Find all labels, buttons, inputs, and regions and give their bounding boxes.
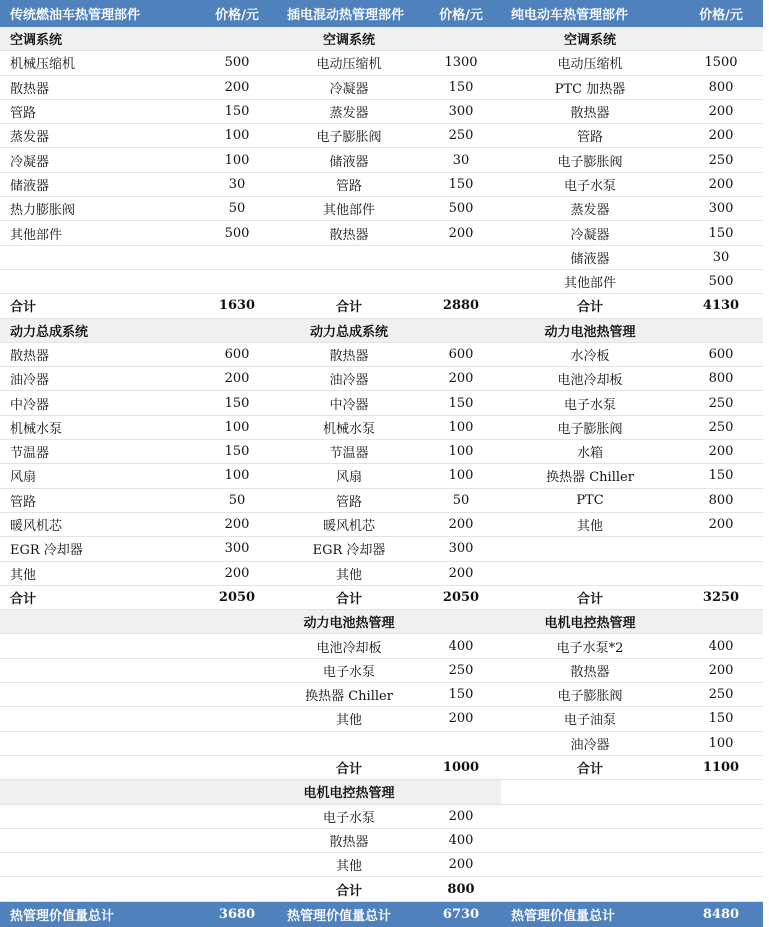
part-cell bbox=[501, 853, 679, 877]
table-row bbox=[0, 415, 763, 439]
part-cell bbox=[0, 658, 197, 682]
part-cell: 散热器 bbox=[277, 828, 421, 852]
subtotal-label: 合计 bbox=[501, 294, 679, 318]
price-cell: 400 bbox=[421, 634, 501, 658]
table-row bbox=[0, 148, 763, 172]
subtotal-value: 1100 bbox=[679, 755, 763, 779]
part-cell: 风扇 bbox=[0, 464, 197, 488]
subtotal-label: 合计 bbox=[0, 585, 197, 609]
part-cell: 机械压缩机 bbox=[0, 51, 197, 75]
part-cell: EGR 冷却器 bbox=[0, 537, 197, 561]
header-price: 价格/元 bbox=[679, 0, 763, 27]
section-filler bbox=[197, 318, 277, 342]
subtotal-label bbox=[0, 877, 197, 901]
table-row bbox=[0, 124, 763, 148]
price-cell: 400 bbox=[421, 828, 501, 852]
part-cell: 换热器 Chiller bbox=[277, 683, 421, 707]
price-cell: 800 bbox=[679, 488, 763, 512]
price-cell bbox=[197, 828, 277, 852]
table-row bbox=[0, 561, 763, 585]
part-cell: 管路 bbox=[501, 124, 679, 148]
table-row bbox=[0, 853, 763, 877]
price-cell: 200 bbox=[679, 440, 763, 464]
section-filler bbox=[679, 780, 763, 804]
price-cell: 200 bbox=[679, 172, 763, 196]
part-cell: 储液器 bbox=[0, 172, 197, 196]
section-filler bbox=[679, 610, 763, 634]
table-row bbox=[0, 75, 763, 99]
part-cell: 热力膨胀阀 bbox=[0, 197, 197, 221]
part-cell bbox=[501, 561, 679, 585]
part-cell: 换热器 Chiller bbox=[501, 464, 679, 488]
part-cell bbox=[501, 537, 679, 561]
part-cell: 管路 bbox=[277, 172, 421, 196]
part-cell: 暖风机芯 bbox=[277, 512, 421, 536]
grand-total-value: 8480 bbox=[679, 901, 763, 927]
subtotal-label: 合计 bbox=[277, 877, 421, 901]
part-cell bbox=[501, 828, 679, 852]
price-cell: 200 bbox=[421, 512, 501, 536]
header-category: 插电混动热管理部件 bbox=[277, 0, 421, 27]
price-cell: 30 bbox=[679, 245, 763, 269]
section-filler bbox=[197, 27, 277, 51]
part-cell: 其他部件 bbox=[501, 269, 679, 293]
part-cell: 储液器 bbox=[277, 148, 421, 172]
price-cell: 150 bbox=[421, 683, 501, 707]
price-cell: 600 bbox=[197, 342, 277, 366]
section-filler bbox=[421, 27, 501, 51]
part-cell: 电子水泵 bbox=[277, 658, 421, 682]
price-cell: 600 bbox=[679, 342, 763, 366]
price-cell: 100 bbox=[679, 731, 763, 755]
price-cell bbox=[679, 828, 763, 852]
part-cell: 散热器 bbox=[277, 342, 421, 366]
subtotal-label: 合计 bbox=[277, 585, 421, 609]
section-filler bbox=[679, 27, 763, 51]
table-row bbox=[0, 245, 763, 269]
section-row bbox=[0, 610, 763, 634]
price-cell bbox=[679, 853, 763, 877]
section-filler bbox=[421, 318, 501, 342]
price-cell: 150 bbox=[197, 99, 277, 123]
price-cell: 200 bbox=[421, 221, 501, 245]
part-cell: 散热器 bbox=[0, 75, 197, 99]
table-row bbox=[0, 683, 763, 707]
part-cell: 其他部件 bbox=[0, 221, 197, 245]
table-row bbox=[0, 634, 763, 658]
grand-total-label: 热管理价值量总计 bbox=[501, 901, 679, 927]
part-cell bbox=[0, 804, 197, 828]
subtotal-label bbox=[0, 755, 197, 779]
price-cell: 50 bbox=[197, 488, 277, 512]
part-cell: 电动压缩机 bbox=[277, 51, 421, 75]
section-title: 动力电池热管理 bbox=[501, 318, 679, 342]
part-cell bbox=[277, 269, 421, 293]
price-cell: 150 bbox=[421, 391, 501, 415]
section-filler bbox=[679, 318, 763, 342]
subtotal-value: 1630 bbox=[197, 294, 277, 318]
part-cell: 储液器 bbox=[501, 245, 679, 269]
part-cell: 暖风机芯 bbox=[0, 512, 197, 536]
table-row bbox=[0, 464, 763, 488]
subtotal-value: 4130 bbox=[679, 294, 763, 318]
price-cell bbox=[197, 707, 277, 731]
part-cell: 机械水泵 bbox=[277, 415, 421, 439]
price-cell: 200 bbox=[679, 124, 763, 148]
price-cell: 200 bbox=[421, 367, 501, 391]
table-row bbox=[0, 99, 763, 123]
section-filler bbox=[421, 780, 501, 804]
grand-total-label: 热管理价值量总计 bbox=[0, 901, 197, 927]
price-cell: 300 bbox=[679, 197, 763, 221]
grand-total-value: 3680 bbox=[197, 901, 277, 927]
section-row bbox=[0, 318, 763, 342]
grand-total-row bbox=[0, 901, 763, 927]
price-cell: 50 bbox=[421, 488, 501, 512]
price-cell: 200 bbox=[679, 99, 763, 123]
table-row bbox=[0, 537, 763, 561]
part-cell: 风扇 bbox=[277, 464, 421, 488]
part-cell: 其他 bbox=[501, 512, 679, 536]
table-row bbox=[0, 658, 763, 682]
part-cell: 电子膨胀阀 bbox=[501, 415, 679, 439]
part-cell bbox=[277, 245, 421, 269]
part-cell: 冷凝器 bbox=[0, 148, 197, 172]
part-cell: 节温器 bbox=[277, 440, 421, 464]
part-cell bbox=[0, 269, 197, 293]
grand-total-label: 热管理价值量总计 bbox=[277, 901, 421, 927]
price-cell: 500 bbox=[679, 269, 763, 293]
part-cell bbox=[0, 683, 197, 707]
table-row bbox=[0, 488, 763, 512]
part-cell: 蒸发器 bbox=[0, 124, 197, 148]
price-cell: 100 bbox=[197, 148, 277, 172]
section-title: 空调系统 bbox=[0, 27, 197, 51]
part-cell: 其他 bbox=[277, 561, 421, 585]
subtotal-value: 2880 bbox=[421, 294, 501, 318]
price-cell: 1500 bbox=[679, 51, 763, 75]
part-cell: 散热器 bbox=[501, 658, 679, 682]
part-cell bbox=[0, 707, 197, 731]
price-cell: 150 bbox=[421, 75, 501, 99]
price-cell bbox=[197, 683, 277, 707]
price-cell: 200 bbox=[421, 853, 501, 877]
price-cell bbox=[679, 537, 763, 561]
price-cell: 200 bbox=[421, 804, 501, 828]
price-cell: 150 bbox=[197, 440, 277, 464]
price-cell: 200 bbox=[197, 367, 277, 391]
part-cell: 电子水泵*2 bbox=[501, 634, 679, 658]
price-cell: 250 bbox=[679, 415, 763, 439]
table-row bbox=[0, 342, 763, 366]
subtotal-value bbox=[197, 877, 277, 901]
table-row bbox=[0, 707, 763, 731]
price-cell: 150 bbox=[679, 707, 763, 731]
part-cell: 油冷器 bbox=[277, 367, 421, 391]
price-cell: 250 bbox=[421, 658, 501, 682]
part-cell: 蒸发器 bbox=[277, 99, 421, 123]
part-cell: 机械水泵 bbox=[0, 415, 197, 439]
part-cell: 电池冷却板 bbox=[501, 367, 679, 391]
table-row bbox=[0, 512, 763, 536]
price-cell bbox=[197, 731, 277, 755]
subtotal-label: 合计 bbox=[501, 585, 679, 609]
subtotal-value bbox=[197, 755, 277, 779]
part-cell: 冷凝器 bbox=[501, 221, 679, 245]
price-cell: 150 bbox=[679, 464, 763, 488]
price-cell: 200 bbox=[421, 707, 501, 731]
price-cell: 250 bbox=[679, 391, 763, 415]
part-cell: 其他 bbox=[277, 853, 421, 877]
price-cell: 600 bbox=[421, 342, 501, 366]
subtotal-label: 合计 bbox=[277, 294, 421, 318]
price-cell bbox=[421, 731, 501, 755]
price-cell: 500 bbox=[421, 197, 501, 221]
part-cell: 其他部件 bbox=[277, 197, 421, 221]
subtotal-label: 合计 bbox=[277, 755, 421, 779]
part-cell: 冷凝器 bbox=[277, 75, 421, 99]
price-cell: 100 bbox=[197, 124, 277, 148]
part-cell: 电池冷却板 bbox=[277, 634, 421, 658]
part-cell: 管路 bbox=[277, 488, 421, 512]
section-title: 动力电池热管理 bbox=[277, 610, 421, 634]
part-cell: 水箱 bbox=[501, 440, 679, 464]
price-cell: 500 bbox=[197, 51, 277, 75]
price-cell: 100 bbox=[421, 440, 501, 464]
price-cell bbox=[679, 804, 763, 828]
section-filler bbox=[197, 780, 277, 804]
price-cell bbox=[679, 561, 763, 585]
section-title: 电机电控热管理 bbox=[277, 780, 421, 804]
price-cell: 300 bbox=[421, 99, 501, 123]
part-cell: 管路 bbox=[0, 99, 197, 123]
price-cell: 150 bbox=[679, 221, 763, 245]
price-cell: 200 bbox=[197, 75, 277, 99]
price-cell: 250 bbox=[421, 124, 501, 148]
subtotal-value: 2050 bbox=[197, 585, 277, 609]
table-row bbox=[0, 197, 763, 221]
section-title bbox=[0, 610, 197, 634]
price-cell: 150 bbox=[421, 172, 501, 196]
subtotal-row bbox=[0, 294, 763, 318]
price-cell: 200 bbox=[679, 658, 763, 682]
price-cell: 300 bbox=[197, 537, 277, 561]
part-cell bbox=[0, 245, 197, 269]
part-cell: 蒸发器 bbox=[501, 197, 679, 221]
part-cell bbox=[0, 634, 197, 658]
price-cell: 100 bbox=[197, 415, 277, 439]
part-cell: 电子水泵 bbox=[277, 804, 421, 828]
price-cell: 150 bbox=[197, 391, 277, 415]
section-title: 电机电控热管理 bbox=[501, 610, 679, 634]
price-cell bbox=[197, 245, 277, 269]
price-cell: 30 bbox=[197, 172, 277, 196]
part-cell bbox=[501, 804, 679, 828]
price-cell: 500 bbox=[197, 221, 277, 245]
price-cell: 30 bbox=[421, 148, 501, 172]
price-cell bbox=[197, 853, 277, 877]
part-cell bbox=[277, 731, 421, 755]
part-cell: EGR 冷却器 bbox=[277, 537, 421, 561]
subtotal-value: 2050 bbox=[421, 585, 501, 609]
price-cell: 800 bbox=[679, 75, 763, 99]
section-row bbox=[0, 27, 763, 51]
price-cell: 250 bbox=[679, 148, 763, 172]
subtotal-value: 800 bbox=[421, 877, 501, 901]
table-row bbox=[0, 828, 763, 852]
section-title bbox=[501, 780, 679, 804]
part-cell: 油冷器 bbox=[501, 731, 679, 755]
section-filler bbox=[197, 610, 277, 634]
section-title: 空调系统 bbox=[277, 27, 421, 51]
part-cell bbox=[0, 731, 197, 755]
part-cell: 电子油泵 bbox=[501, 707, 679, 731]
part-cell: 中冷器 bbox=[0, 391, 197, 415]
part-cell: 电子膨胀阀 bbox=[501, 148, 679, 172]
part-cell: 其他 bbox=[0, 561, 197, 585]
price-cell: 800 bbox=[679, 367, 763, 391]
part-cell: 散热器 bbox=[501, 99, 679, 123]
section-title: 动力总成系统 bbox=[0, 318, 197, 342]
part-cell bbox=[0, 828, 197, 852]
table-row bbox=[0, 731, 763, 755]
part-cell: 其他 bbox=[277, 707, 421, 731]
price-cell: 100 bbox=[421, 464, 501, 488]
part-cell: 电子水泵 bbox=[501, 172, 679, 196]
subtotal-label: 合计 bbox=[501, 755, 679, 779]
price-cell: 300 bbox=[421, 537, 501, 561]
part-cell: 电子膨胀阀 bbox=[501, 683, 679, 707]
header-price: 价格/元 bbox=[197, 0, 277, 27]
price-cell bbox=[197, 269, 277, 293]
price-cell: 1300 bbox=[421, 51, 501, 75]
subtotal-row bbox=[0, 585, 763, 609]
part-cell: PTC 加热器 bbox=[501, 75, 679, 99]
price-cell: 200 bbox=[197, 561, 277, 585]
part-cell: 电子膨胀阀 bbox=[277, 124, 421, 148]
subtotal-value bbox=[679, 877, 763, 901]
part-cell: 电子水泵 bbox=[501, 391, 679, 415]
section-title: 动力总成系统 bbox=[277, 318, 421, 342]
part-cell: 油冷器 bbox=[0, 367, 197, 391]
table-row bbox=[0, 804, 763, 828]
part-cell: 中冷器 bbox=[277, 391, 421, 415]
price-cell: 200 bbox=[197, 512, 277, 536]
price-cell bbox=[421, 245, 501, 269]
part-cell: 散热器 bbox=[277, 221, 421, 245]
table-row bbox=[0, 269, 763, 293]
table-row bbox=[0, 51, 763, 75]
part-cell: 水冷板 bbox=[501, 342, 679, 366]
grand-total-value: 6730 bbox=[421, 901, 501, 927]
section-filler bbox=[421, 610, 501, 634]
subtotal-row bbox=[0, 755, 763, 779]
section-title: 空调系统 bbox=[501, 27, 679, 51]
header-category: 传统燃油车热管理部件 bbox=[0, 0, 197, 27]
section-row bbox=[0, 780, 763, 804]
part-cell bbox=[0, 853, 197, 877]
part-cell: 散热器 bbox=[0, 342, 197, 366]
price-cell: 400 bbox=[679, 634, 763, 658]
table-header-row bbox=[0, 0, 763, 27]
subtotal-value: 1000 bbox=[421, 755, 501, 779]
subtotal-label: 合计 bbox=[0, 294, 197, 318]
price-cell: 100 bbox=[421, 415, 501, 439]
subtotal-row bbox=[0, 877, 763, 901]
price-cell: 200 bbox=[421, 561, 501, 585]
table-row bbox=[0, 221, 763, 245]
part-cell: 管路 bbox=[0, 488, 197, 512]
subtotal-label bbox=[501, 877, 679, 901]
subtotal-value: 3250 bbox=[679, 585, 763, 609]
price-cell bbox=[197, 658, 277, 682]
table-row bbox=[0, 367, 763, 391]
price-cell: 50 bbox=[197, 197, 277, 221]
price-cell: 200 bbox=[679, 512, 763, 536]
table-row bbox=[0, 440, 763, 464]
table-row bbox=[0, 391, 763, 415]
part-cell: 电动压缩机 bbox=[501, 51, 679, 75]
price-cell: 250 bbox=[679, 683, 763, 707]
price-cell bbox=[421, 269, 501, 293]
price-cell: 100 bbox=[197, 464, 277, 488]
price-cell bbox=[197, 634, 277, 658]
part-cell: 节温器 bbox=[0, 440, 197, 464]
table-row bbox=[0, 172, 763, 196]
header-category: 纯电动车热管理部件 bbox=[501, 0, 679, 27]
section-title bbox=[0, 780, 197, 804]
part-cell: PTC bbox=[501, 488, 679, 512]
price-cell bbox=[197, 804, 277, 828]
header-price: 价格/元 bbox=[421, 0, 501, 27]
